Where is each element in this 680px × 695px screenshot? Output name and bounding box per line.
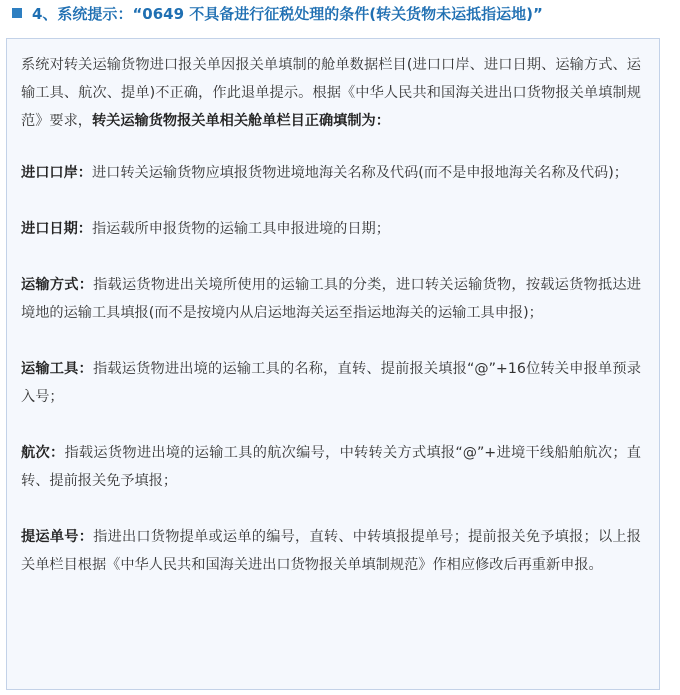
field-label: 运输方式： (21, 277, 94, 293)
field-text: 进口转关运输货物应填报货物进境地海关名称及代码(而不是申报地海关名称及代码)； (91, 165, 628, 181)
field-transport-vehicle (21, 355, 641, 411)
field-text: 指进出口货物提单或运单的编号，直转、中转填报提单号；提前报关免予填报；以上报关单栏目根据《中华人民共和国海关进出口货物报关单填制规范》作相应修改后再重新申报。 (21, 529, 641, 573)
field-bill-of-lading (21, 523, 641, 579)
section-header (12, 0, 543, 26)
section-title: 4、系统提示：“0649 不具备进行征税处理的条件(转关货物未运抵指运地)” (32, 4, 543, 23)
field-text: 指载运货物进出境的运输工具的名称，直转、提前报关填报“@”+16位转关申报单预录入号； (21, 361, 641, 405)
square-bullet-icon (12, 8, 22, 18)
field-voyage (21, 439, 641, 495)
field-label: 运输工具： (21, 361, 93, 377)
content-box (6, 38, 660, 690)
field-label: 提运单号： (21, 529, 94, 545)
field-entry-port (21, 159, 641, 187)
field-entry-date (21, 215, 641, 243)
intro-paragraph (21, 51, 641, 135)
field-transport-mode (21, 271, 641, 327)
field-label: 进口口岸： (21, 165, 92, 181)
field-text: 指载运货物进出关境所使用的运输工具的分类，进口转关运输货物，按载运货物抵达进境地的运输工具填报(而不是按境内从启运地海关运至指运地海关的运输工具申报)； (21, 277, 641, 321)
intro-text: 系统对转关运输货物进口报关单因报关单填制的舱单数据栏目(进口口岸、进口日期、运输方式、运输工具、航次、提单)不正确，作此退单提示。根据《中华人民共和国海关进出口货物报关单填制规范》要求， (21, 57, 641, 129)
field-text: 指运载所申报货物的运输工具申报进境的日期； (91, 221, 390, 237)
field-label: 进口日期： (21, 221, 92, 237)
field-label: 航次： (21, 445, 65, 461)
field-text: 指载运货物进出境的运输工具的航次编号，中转转关方式填报“@”+进境干线船舶航次；直转、提前报关免予填报； (21, 445, 641, 489)
intro-emphasis: 转关运输货物报关单相关舱单栏目正确填制为： (91, 113, 390, 129)
